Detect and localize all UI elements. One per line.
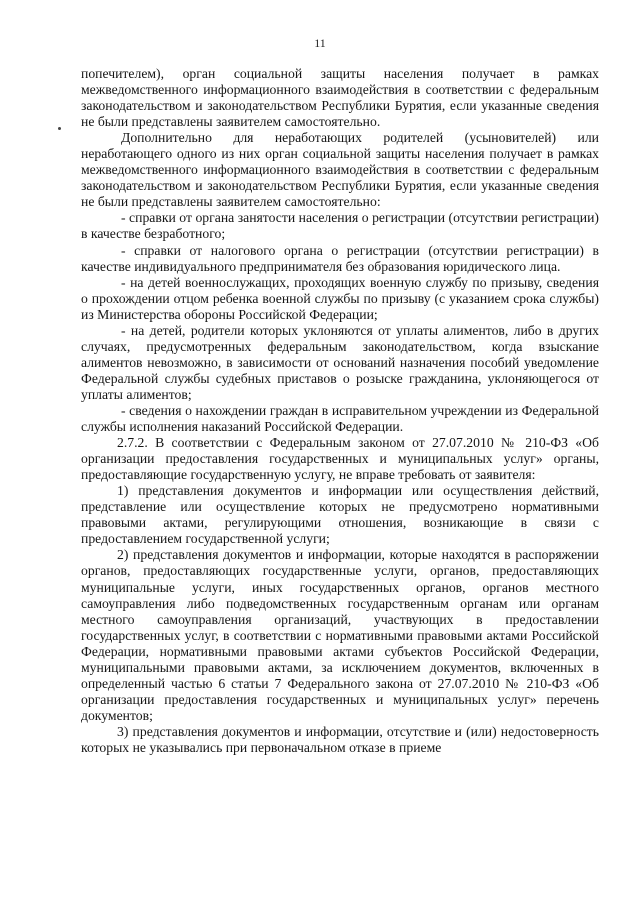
document-body [81, 66, 599, 756]
section-2-7-2: 2.7.2. В соответствии с Федеральным законом от 27.07.2010 № 210-ФЗ «Об организации предоставления государственных и муниципальных услуг» органы, предоставляющие государственную услугу, не вправе требовать от заявителя: [81, 435, 599, 483]
paragraph-continuation: попечителем), орган социальной защиты населения получает в рамках межведомственного информационного взаимодействия в соответствии с федеральным законодательством и законодательством Республики Бурятия, если указанные сведения не были представлены заявителем самостоятельно. [81, 66, 599, 130]
list-item-tax-certificate: - справки от налогового органа о регистрации (отсутствии регистрации) в качестве индивидуального предпринимателя без образования юридического лица. [81, 242, 599, 274]
numbered-item-2: 2) представления документов и информации, которые находятся в распоряжении органов, предоставляющих государственные услуги, органов, предоставляющих муниципальные услуги, иных государственных органов, органов местного самоуправления либо подведомственных государственным органам или органам местного самоуправления организаций, участвующих в предоставлении государственных услуг, в соответствии с нормативными правовыми актами Российской Федерации, нормативными правовыми актами субъектов Российской Федерации, муниципальными правовыми актами, за исключением документов, включенных в определенный частью 6 статьи 7 Федерального закона от 27.07.2010 № 210-ФЗ «Об организации предоставления государственных и муниципальных услуг» перечень документов; [81, 547, 599, 723]
list-item-correctional-facility: - сведения о нахождении граждан в исправительном учреждении из Федеральной службы исполнения наказаний Российской Федерации. [81, 402, 599, 435]
numbered-item-3: 3) представления документов и информации, отсутствие и (или) недостоверность которых не указывались при первоначальном отказе в приеме [81, 723, 599, 755]
numbered-item-1: 1) представления документов и информации или осуществления действий, представление или осуществление которых не предусмотрено нормативными правовыми актами, регулирующими отношения, возникающие в связи с предоставлением государственной услуги; [81, 483, 599, 547]
list-item-military-children: - на детей военнослужащих, проходящих военную службу по призыву, сведения о прохождении отцом ребенка военной службы по призыву (с указанием срока службы) из Министерства обороны Российской Федерации; [81, 274, 599, 322]
margin-dot [58, 127, 61, 130]
list-item-employment-certificate: - справки от органа занятости населения о регистрации (отсутствии регистрации) в качестве безработного; [81, 210, 599, 242]
list-item-alimony: - на детей, родители которых уклоняются от уплаты алиментов, либо в других случаях, предусмотренных федеральным законодательством, когда взыскание алиментов невозможно, в зависимости от оснований назначения пособий уведомление Федеральной службы судебных приставов о розыске гражданина, уклоняющегося от уплаты алиментов; [81, 322, 599, 402]
paragraph-additional-info: Дополнительно для неработающих родителей (усыновителей) или неработающего одного из них орган социальной защиты населения получает в рамках межведомственного информационного взаимодействия в соответствии с федеральным законодательством и законодательством Республики Бурятия, если указанные сведения не были представлены заявителем самостоятельно: [81, 130, 599, 210]
page-number: 11 [314, 36, 326, 50]
